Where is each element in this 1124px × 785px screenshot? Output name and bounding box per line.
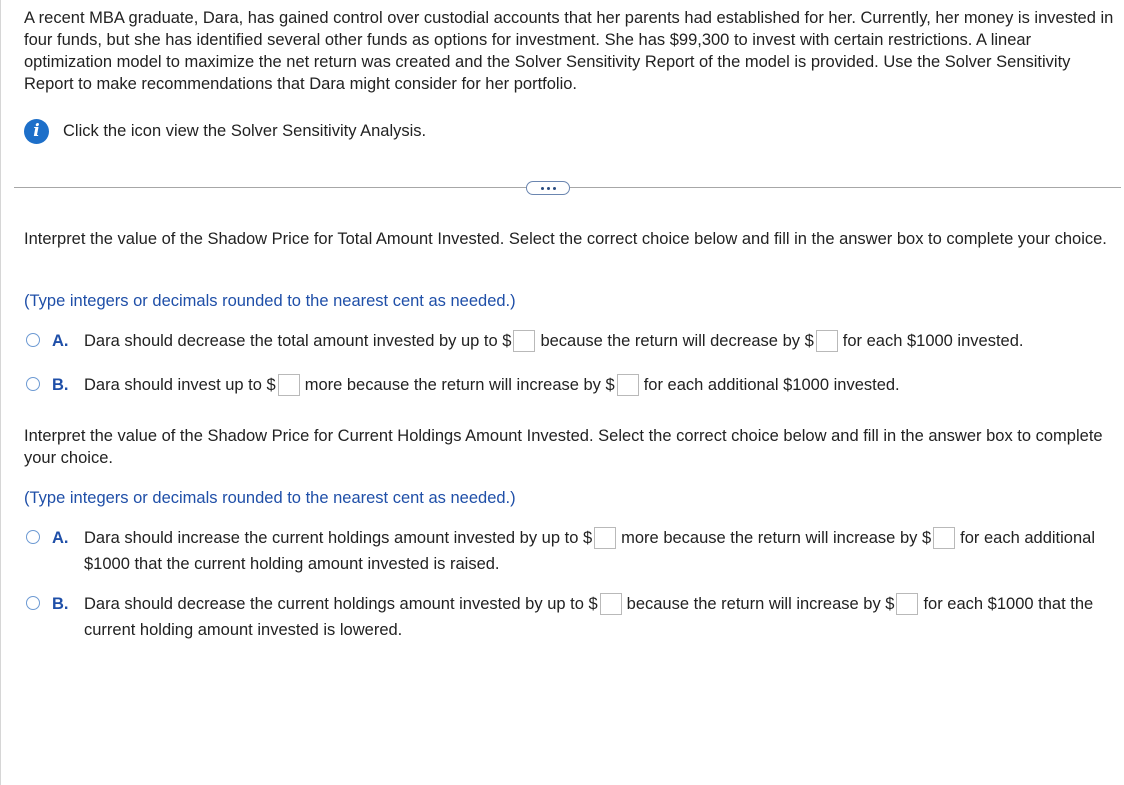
q2-a-text-1: Dara should increase the current holdings amount invested by up to $ <box>84 529 593 547</box>
q2-choice-a-radio[interactable] <box>26 530 40 544</box>
q2-b-text-3: for each $1000 that the current holding amount invested is lowered. <box>84 595 1094 639</box>
question-2-prompt: Interpret the value of the Shadow Price for Current Holdings Amount Invested. Select the correct choice below and fill in the answer box to complete your choice. <box>24 427 1103 467</box>
q1-choice-b-radio[interactable] <box>26 377 40 391</box>
left-border <box>0 0 1 785</box>
question-1-hint: (Type integers or decimals rounded to the nearest cent as needed.) <box>24 292 516 310</box>
q1-choice-a-text <box>84 328 1023 354</box>
q1-a-text-3: for each $1000 invested. <box>842 332 1024 350</box>
info-row <box>24 118 426 144</box>
q2-a-answer-box-2[interactable] <box>933 527 955 549</box>
info-label: Click the icon view the Solver Sensitivity Analysis. <box>63 121 427 140</box>
ellipsis-dot <box>553 187 556 190</box>
q2-choice-b-radio[interactable] <box>26 596 40 610</box>
q2-choice-b-letter: B. <box>52 595 69 613</box>
q2-b-answer-box-2[interactable] <box>896 593 918 615</box>
q2-a-text-2: more because the return will increase by $ <box>621 529 932 547</box>
ellipsis-dot <box>541 187 544 190</box>
q1-a-text-2: because the return will decrease by $ <box>540 332 814 350</box>
q2-b-answer-box-1[interactable] <box>600 593 622 615</box>
q1-a-answer-box-1[interactable] <box>513 330 535 352</box>
q2-a-text-3: for each additional $1000 that the current holding amount invested is raised. <box>84 529 1095 573</box>
q1-choice-a-radio[interactable] <box>26 333 40 347</box>
q2-b-text-2: because the return will increase by $ <box>626 595 895 613</box>
q2-a-answer-box-1[interactable] <box>594 527 616 549</box>
q1-a-text-1: Dara should decrease the total amount invested by up to $ <box>84 332 512 350</box>
q1-choice-a-letter: A. <box>52 332 69 350</box>
ellipsis-dot <box>547 187 550 190</box>
q1-choice-b-letter: B. <box>52 376 69 394</box>
q1-b-text-3: for each additional $1000 invested. <box>643 376 900 394</box>
q2-choice-b-text <box>84 591 1099 643</box>
problem-intro: A recent MBA graduate, Dara, has gained control over custodial accounts that her parents had established for her. Currently, her money is invested in four funds, but she has identified several other funds as options for investment. She has $99,300 to invest with certain restrictions. A linear optimization model to maximize the net return was created and the Solver Sensitivity Report of the model is provided. Use the Solver Sensitivity Report to make recommendations that Dara might consider for her portfolio. <box>24 9 1114 93</box>
expand-more-button[interactable] <box>526 181 570 195</box>
q1-b-answer-box-2[interactable] <box>617 374 639 396</box>
question-2-hint: (Type integers or decimals rounded to the nearest cent as needed.) <box>24 489 516 507</box>
q2-b-text-1: Dara should decrease the current holdings amount invested by up to $ <box>84 595 598 613</box>
q1-a-answer-box-2[interactable] <box>816 330 838 352</box>
q1-b-answer-box-1[interactable] <box>278 374 300 396</box>
info-icon[interactable]: i <box>24 119 49 144</box>
q1-b-text-1: Dara should invest up to $ <box>84 376 276 394</box>
q1-b-text-2: more because the return will increase by $ <box>304 376 615 394</box>
q2-choice-a-text <box>84 525 1099 577</box>
q2-choice-a-letter: A. <box>52 529 69 547</box>
question-1-prompt: Interpret the value of the Shadow Price for Total Amount Invested. Select the correct choice below and fill in the answer box to complete your choice. <box>24 230 1107 248</box>
q1-choice-b-text <box>84 372 900 398</box>
